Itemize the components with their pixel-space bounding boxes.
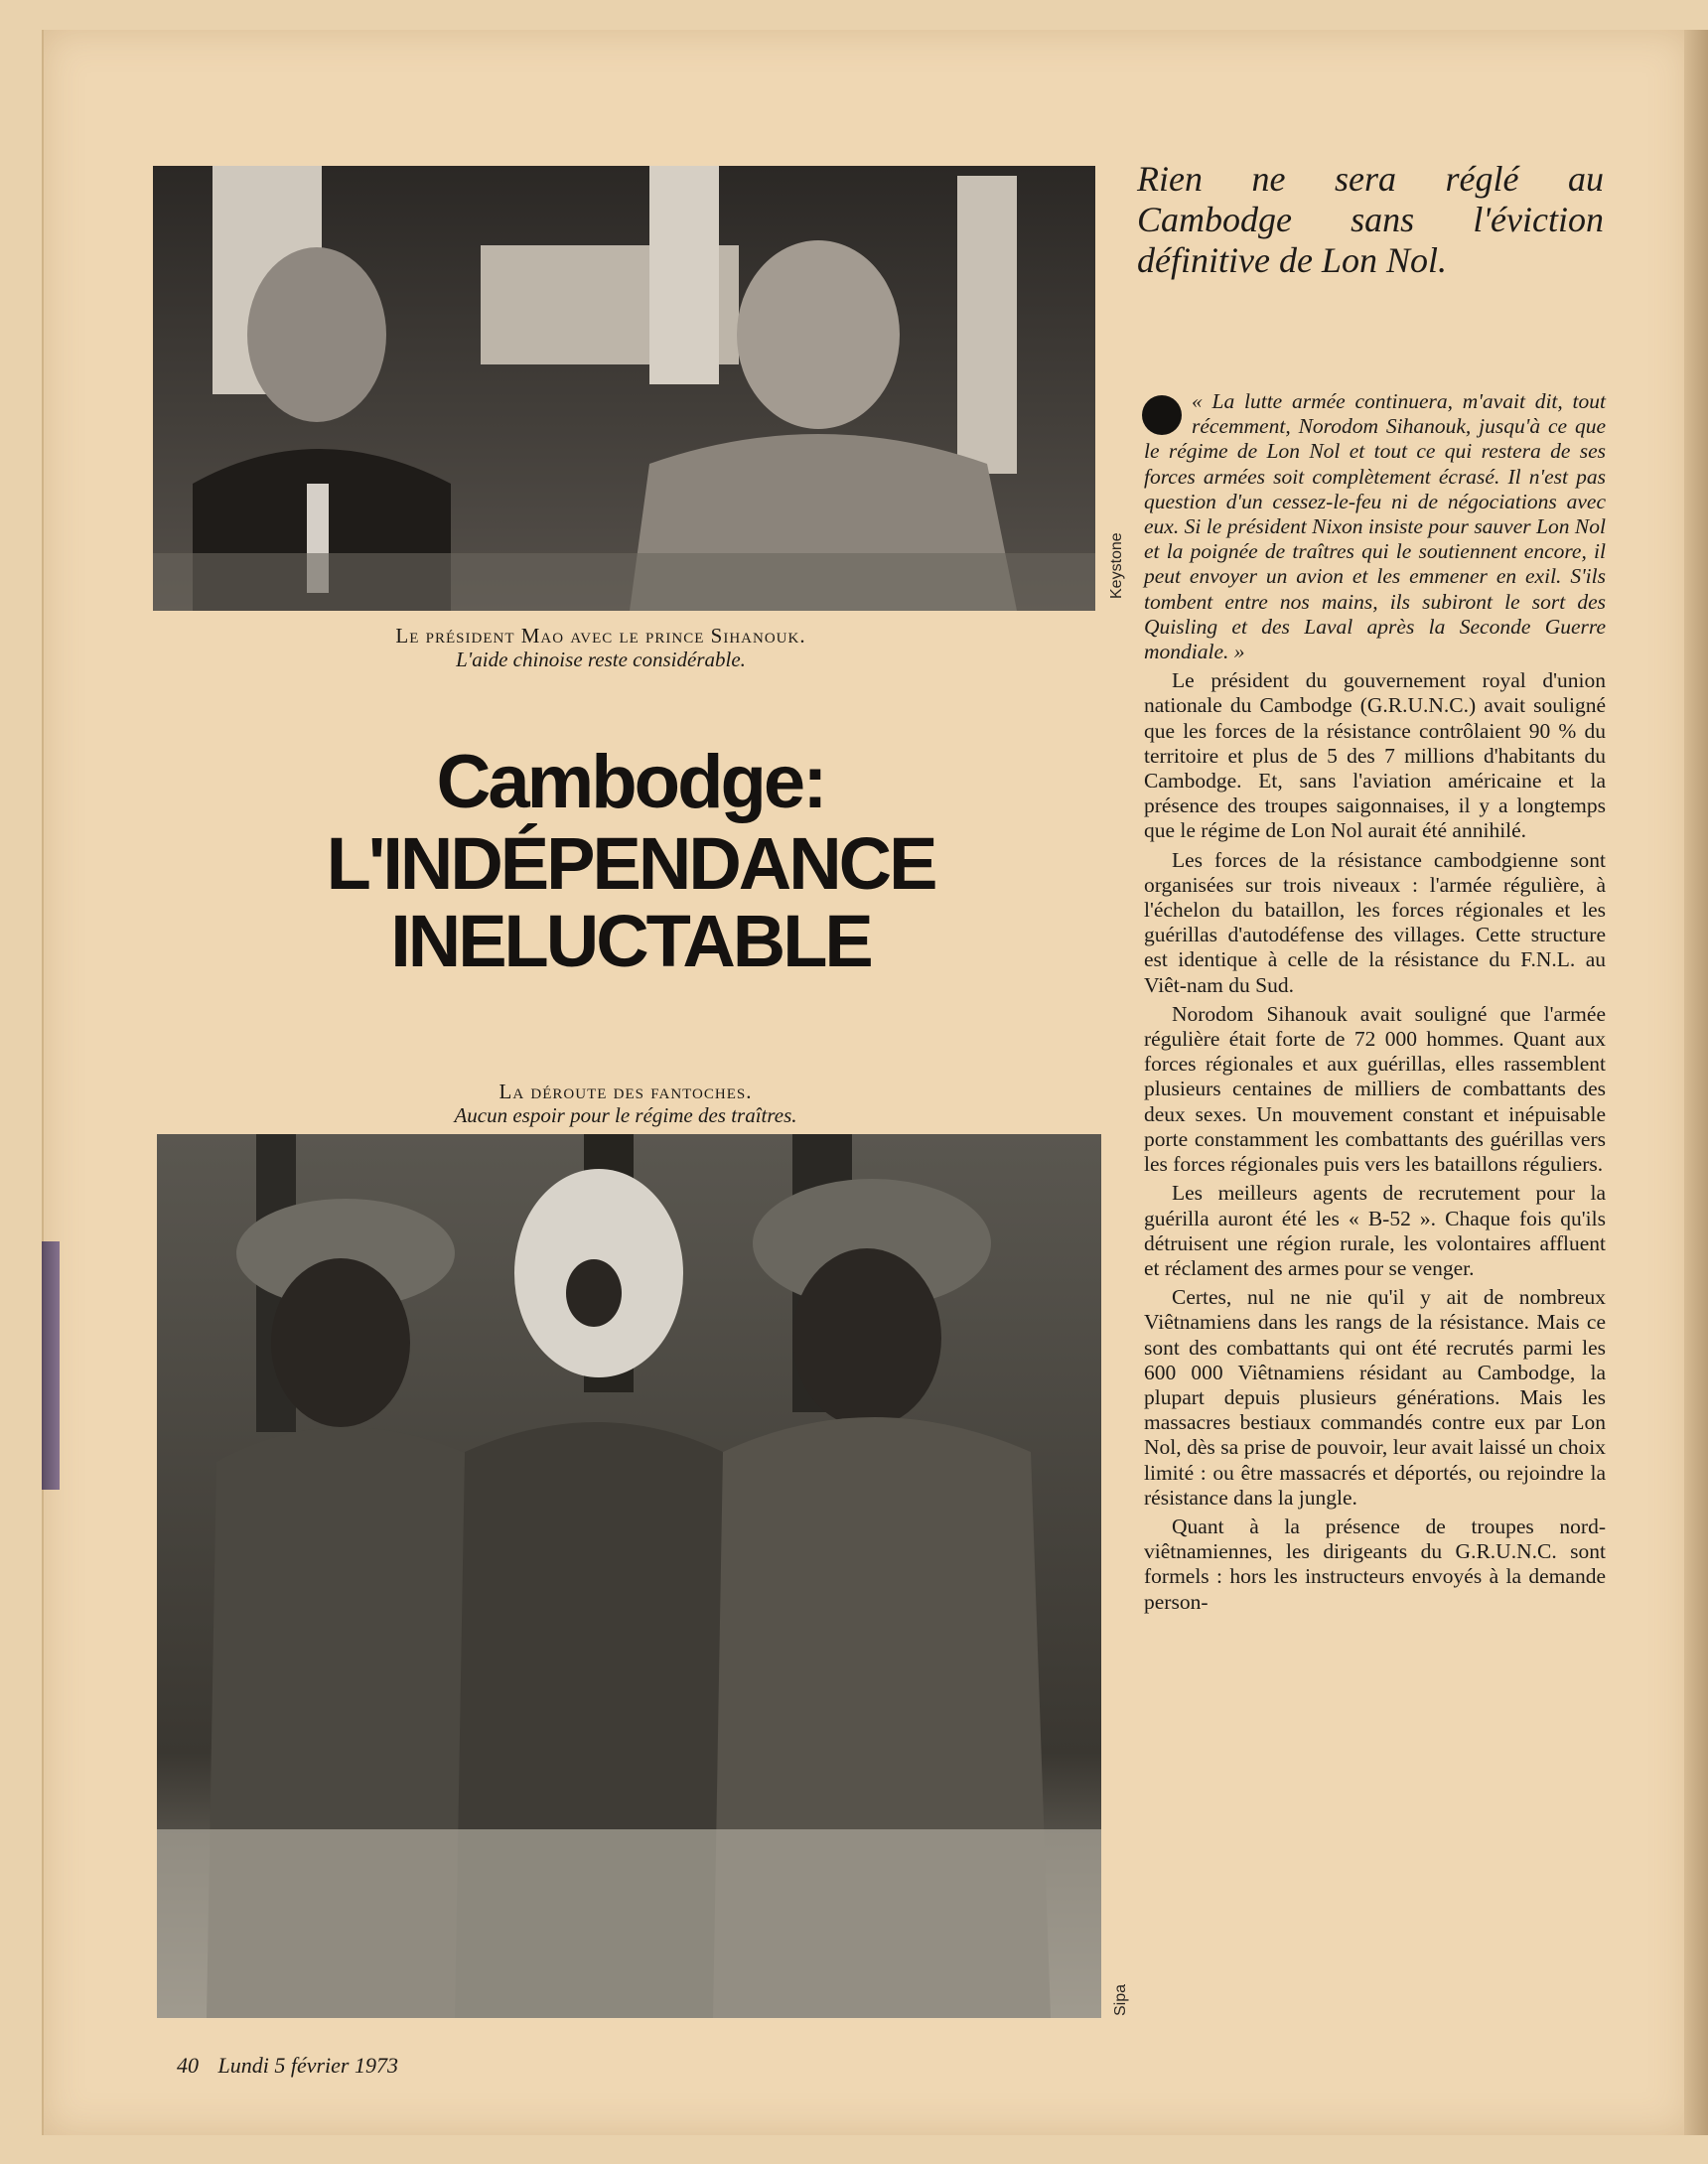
photo-bottom-caption-subtitle: Aucun espoir pour le régime des traîtres. [454, 1103, 797, 1127]
article-paragraph-2: Le président du gouvernement royal d'union nationale du Cambodge (G.R.U.N.C.) avait souligné que les forces de la résistance contrôlaient 90 % du territoire et plus de 5 des 7 millions d'habitants du Cambodge. Et, sans l'aviation américaine et la présence des troupes saigonnaises, il y a longtemps que le régime de Lon Nol aurait été annihilé. [1144, 668, 1606, 843]
photo-top-caption-title: Le président Mao avec le prince Sihanouk. [395, 624, 806, 648]
photo-top-caption [313, 624, 889, 671]
article-paragraph-5: Les meilleurs agents de recrutement pour la guérilla auront été les « B-52 ». Chaque fois qu'ils détruisent une région rurale, les volontaires affluent et réclament des armes pour se venger. [1144, 1181, 1606, 1280]
article-standfirst: Rien ne sera réglé au Cambodge sans l'éviction définitive de Lon Nol. [1137, 159, 1604, 280]
page-footer [177, 2053, 398, 2079]
photo-soldiers-image [157, 1134, 1101, 2018]
binding-stain [42, 1241, 60, 1490]
photo-bottom-caption [392, 1080, 859, 1127]
headline-line-2: L'INDÉPENDANCE [326, 822, 935, 905]
headline-line-3: INELUCTABLE [390, 900, 871, 982]
article-paragraph-1-text: « La lutte armée continuera, m'avait dit, tout récemment, Norodom Sihanouk, jusqu'à ce que le régime de Lon Nol et tout ce qui restera de ses forces armées soit complètement écrasé. Il n'est pas question d'un cessez-le-feu ni de négociations avec eux. Si le président Nixon insiste pour sauver Lon Nol et la poignée de traîtres qui le soutiennent encore, il peut envoyer un avion et les emmener en exil. S'ils tombent entre nos mains, ils subiront le sort des Quisling et des Laval après la Seconde Guerre mondiale. » [1144, 389, 1606, 664]
issue-date: Lundi 5 février 1973 [217, 2053, 398, 2078]
article-paragraph-3: Les forces de la résistance cambodgienne sont organisées sur trois niveaux : l'armée régulière, à l'échelon du bataillon, les forces régionales et les guérillas d'autodéfense des villages. Cette structure est identique à celle de la résistance du F.N.L. au Viêt-nam du Sud. [1144, 847, 1606, 997]
photo-bottom-caption-title: La déroute des fantoches. [498, 1080, 753, 1103]
photo-credit-keystone: Keystone [1108, 532, 1125, 599]
photo-top-caption-subtitle: L'aide chinoise reste considérable. [456, 648, 746, 671]
article-paragraph-6: Certes, nul ne nie qu'il y ait de nombreux Viêtnamiens dans les rangs de la résistance. Mais ce sont des combattants qui ont été recrutés parmi les 600 000 Viêtnamiens résidant au Cambodge, la plupart depuis plusieurs générations. Mais les massacres bestiaux commandés contre eux par Lon Nol, dès sa prise de pouvoir, leur avait laissé un choix limité : ou être massacrés et déportés, ou rejoindre la résistance dans la jungle. [1144, 1285, 1606, 1510]
article-paragraph-7: Quant à la présence de troupes nord-viêtnamiennes, les dirigeants du G.R.U.N.C. sont formels : hors les instructeurs envoyés à la demande person- [1144, 1514, 1606, 1614]
photo-credit-sipa: Sipa [1112, 1983, 1129, 2016]
article-headline [308, 740, 953, 980]
headline-line-1: Cambodge: [436, 740, 825, 824]
page-number: 40 [177, 2053, 199, 2078]
article-paragraph-4: Norodom Sihanouk avait souligné que l'armée régulière était forte de 72 000 hommes. Quant aux forces régionales et aux guérillas, elles rassemblent plusieurs centaines de milliers de combattants des deux sexes. Un mouvement constant et inépuisable porte constamment les combattants des guérillas vers les forces régionales puis vers les bataillons réguliers. [1144, 1001, 1606, 1177]
photo-soldiers [157, 1134, 1101, 2018]
article-body [1144, 389, 1606, 1619]
photo-mao-sihanouk [153, 166, 1095, 611]
page-gutter [1684, 30, 1708, 2135]
photo-mao-sihanouk-image [153, 166, 1095, 611]
article-paragraph-1 [1144, 389, 1606, 664]
